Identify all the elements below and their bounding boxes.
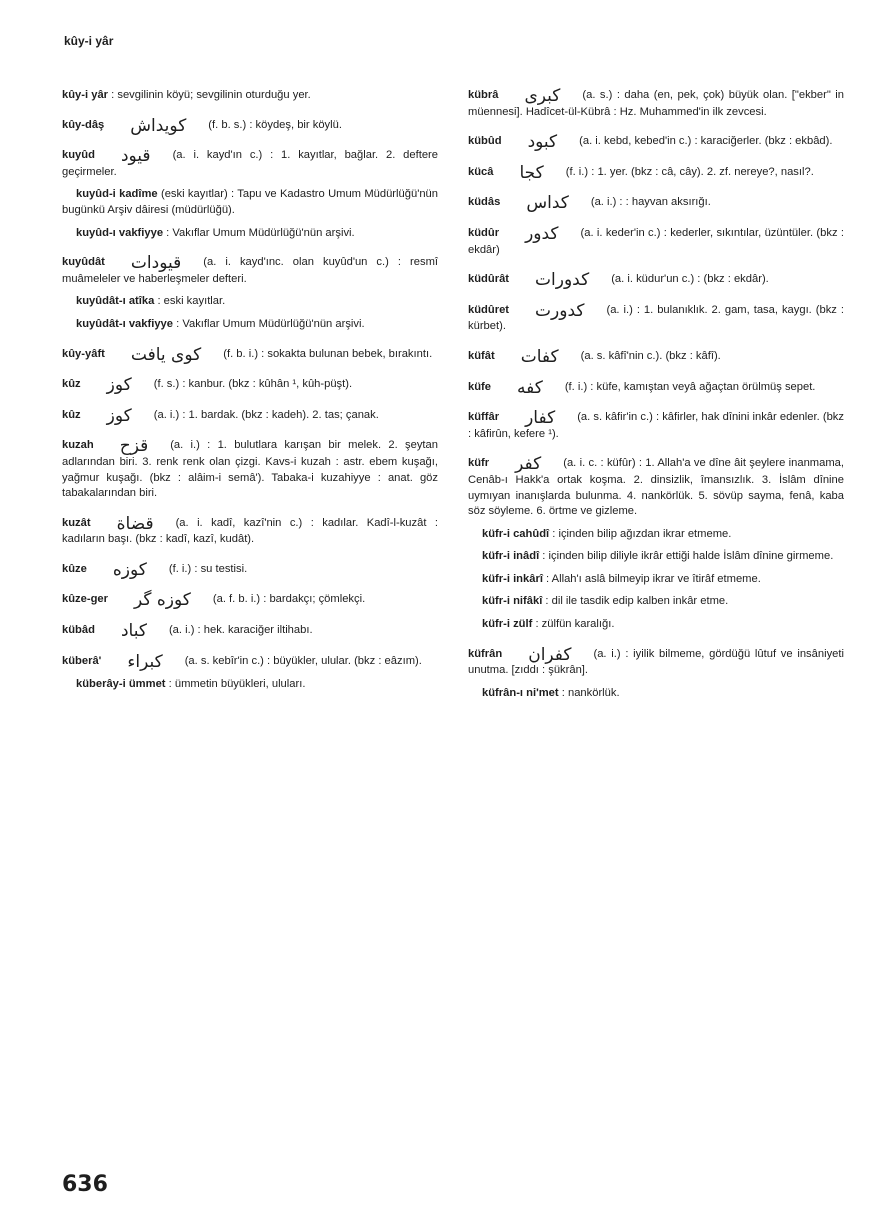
dictionary-entry <box>468 346 844 367</box>
dictionary-entry <box>62 677 438 693</box>
entry-arabic-script: قیودات <box>130 253 182 274</box>
entry-definition: (a. i.) : iyilik bilmeme, gördüğü lûtuf ve insâniyeti unutma. [zıddı : şükrân]. <box>468 647 844 677</box>
entry-headword: kûy-dâş <box>62 118 105 131</box>
entry-headword: kübâd <box>62 624 95 637</box>
dictionary-entry <box>468 223 844 258</box>
dictionary-entry <box>62 187 438 218</box>
entry-definition: (a. i. kayd'ın c.) : 1. kayıtlar, bağlar. 2. deftere geçirmeler. <box>62 149 438 178</box>
entry-headword: küfr <box>468 457 490 470</box>
dictionary-entry <box>468 686 844 702</box>
dictionary-entry <box>62 513 438 548</box>
entry-arabic-script: کباد <box>120 621 147 642</box>
dictionary-entry <box>62 438 438 501</box>
entry-headword: küdûrât <box>468 273 510 286</box>
entry-headword: kûy-i yâr <box>62 89 109 101</box>
dictionary-entry <box>468 572 844 588</box>
entry-headword: kuyûdât-ı atîka <box>76 295 155 308</box>
left-column <box>62 88 438 707</box>
entry-headword: kübûd <box>468 135 502 148</box>
dictionary-entry <box>468 195 844 212</box>
entry-definition: (f. s.) : kanbur. (bkz : kûhân ¹, kûh-püşt). <box>153 378 353 391</box>
entry-headword: küfr-i zülf <box>482 618 533 631</box>
entry-headword: kübrâ <box>468 89 499 101</box>
entry-headword: küffâr <box>468 411 500 424</box>
entry-definition: (a. s.) : daha (en, pek, çok) büyük olan. ["ekber" in müennesi]. Hadîcet-ül-Kübrâ : Hz. Muhammed'in ilk zevcesi. <box>468 89 844 118</box>
entry-headword: kûze-ger <box>62 593 109 606</box>
right-column <box>468 88 844 715</box>
entry-definition: (eski kayıtlar) : Tapu ve Kadastro Umum Müdürlüğü'nün bugünkü Arşiv dâiresi (müdürlüğü). <box>62 188 438 216</box>
entry-arabic-script: کفران <box>528 644 572 665</box>
entry-definition: (a. i.) : : hayvan aksırığı. <box>590 196 711 209</box>
running-header: kûy-i yâr <box>64 34 114 48</box>
entry-definition: : eski kayıtlar. <box>157 295 226 308</box>
dictionary-entry <box>62 148 438 180</box>
entry-arabic-script: کوزه گر <box>134 590 191 611</box>
entry-definition: : sevgilinin köyü; sevgilinin oturduğu yer. <box>111 89 311 101</box>
entry-arabic-script: کدور <box>525 223 559 244</box>
entry-headword: kûz <box>62 378 81 391</box>
entry-definition: : Vakıflar Umum Müdürlüğü'nün arşivi. <box>176 317 365 330</box>
entry-definition: : içinden bilip ağızdan ikrar etmeme. <box>552 527 732 540</box>
entry-headword: kûy-yâft <box>62 347 105 360</box>
entry-headword: küfrân <box>468 647 503 660</box>
entry-definition: (a. i. kayd'ınc. olan kuyûd'un c.) : resmî muâmeleler ve haberleşmeler defteri. <box>62 256 438 285</box>
entry-definition: (a. i.) : 1. bulutlara karışan bir melek. 2. şeytan adlarından biri. 3. renk renk olan çizgi. Kavs-i kuzah : astr. ebem kuşağı, yağmur kuşağı. (bkz : alâim-i semâ'). Tabaka-i kuzahiyye : anat. göz tabakalarından biri. <box>62 439 438 500</box>
entry-definition: (a. i. keder'in c.) : kederler, sıkıntılar, üzüntüler. (bkz : ekdâr) <box>468 226 844 256</box>
dictionary-entry <box>62 226 438 242</box>
entry-headword: küberây-i ümmet <box>76 678 166 691</box>
entry-headword: küdûr <box>468 226 500 239</box>
entry-definition: (a. i. c. : küfûr) : 1. Allah'a ve dîne âit şeylere inanmama, Cenâb-ı Hakk'a ortak koşma. 2. dinsizlik, îmansızlık. 3. İslâm dînine uymıyan inanışlarda bulunma. 4. nankörlük. 5. sövüp sayma, fenâ, kaba söz söyleme. 6. örtme ve gizleme. <box>468 457 844 518</box>
dictionary-entry <box>468 594 844 610</box>
dictionary-entry <box>468 527 844 543</box>
entry-definition: : Allah'ı aslâ bilmeyip ikrar ve îtirâf etmeme. <box>546 572 761 585</box>
entry-headword: kûz <box>62 408 81 421</box>
entry-headword: küfrân-ı ni'met <box>482 686 559 699</box>
entry-arabic-script: کوز <box>106 405 132 426</box>
entry-definition: (a. f. b. i.) : bardakçı; çömlekçi. <box>212 593 366 606</box>
dictionary-entry <box>62 405 438 426</box>
entry-definition: (f. b. s.) : köydeş, bir köylü. <box>208 118 342 131</box>
entry-headword: küfr-i cahûdî <box>482 527 550 540</box>
entry-arabic-script: قیود <box>120 146 151 167</box>
entry-definition: (a. i. kebd, kebed'in c.) : karaciğerler. (bkz : ekbâd). <box>579 135 833 148</box>
entry-arabic-script: کبود <box>527 132 558 153</box>
entry-arabic-script: کبراء <box>127 651 163 672</box>
dictionary-entry <box>468 644 844 679</box>
dictionary-entry <box>468 162 844 183</box>
dictionary-entry <box>62 317 438 333</box>
dictionary-entry <box>62 115 438 136</box>
entry-definition: (f. i.) : 1. yer. (bkz : câ, cây). 2. zf. nereye?, nasıl?. <box>565 165 814 178</box>
entry-arabic-script: کدورت <box>535 300 585 321</box>
entry-headword: küdâs <box>468 196 501 209</box>
entry-arabic-script: قضاة <box>116 513 154 534</box>
entry-headword: küfât <box>468 349 495 362</box>
entry-definition: : içinden bilip diliyle ikrâr ettiği halde İslâm dînine girmeme. <box>542 550 834 563</box>
dictionary-entry <box>468 549 844 565</box>
dictionary-entry <box>468 456 844 519</box>
dictionary-entry <box>468 410 844 442</box>
entry-arabic-script: کوی یافت <box>130 344 202 365</box>
entry-definition: : ümmetin büyükleri, uluları. <box>168 678 306 691</box>
entry-headword: küfr-i inâdî <box>482 550 540 563</box>
entry-arabic-script: کفر <box>515 454 542 475</box>
entry-headword: kuzah <box>62 439 94 452</box>
entry-definition: (a. i.) : hek. karaciğer iltihabı. <box>168 624 313 637</box>
dictionary-entry <box>62 623 438 640</box>
entry-headword: küfr-i inkârî <box>482 572 543 585</box>
entry-headword: kuyûdât-ı vakfiyye <box>76 317 174 330</box>
entry-headword: küberâ' <box>62 654 102 667</box>
entry-headword: küfr-i nifâkî <box>482 595 543 608</box>
dictionary-entry <box>468 617 844 633</box>
dictionary-entry <box>468 272 844 289</box>
entry-definition: : nankörlük. <box>561 686 620 699</box>
entry-definition: : Vakıflar Umum Müdürlüğü'nün arşivi. <box>166 226 355 239</box>
entry-definition: (a. i.) : 1. bardak. (bkz : kadeh). 2. tas; çanak. <box>153 408 379 421</box>
dictionary-entry <box>62 255 438 287</box>
entry-arabic-script: کفات <box>520 346 559 367</box>
entry-arabic-script: کدورات <box>535 270 590 291</box>
dictionary-entry <box>468 300 844 335</box>
dictionary-entry <box>468 134 844 151</box>
entry-definition: (a. s. kâfî'nin c.). (bkz : kâfî). <box>580 349 721 362</box>
dictionary-entry <box>62 344 438 365</box>
entry-definition: (a. i. kadî, kazî'nin c.) : kadılar. Kadî-l-kuzât : kadıların başı. (bkz : kadî, kazî, kudât). <box>62 516 438 546</box>
entry-headword: küfe <box>468 380 492 393</box>
dictionary-entry <box>62 651 438 672</box>
entry-definition: (f. i.) : su testisi. <box>168 562 248 575</box>
entry-headword: kücâ <box>468 165 494 178</box>
entry-definition: : dil ile tasdik edip kalben inkâr etme. <box>545 595 729 608</box>
entry-headword: kuyûd-i kadîme <box>76 188 158 201</box>
entry-arabic-script: کفار <box>525 408 556 429</box>
entry-headword: kuyûd-ı vakfiyye <box>76 226 164 239</box>
entry-arabic-script: کبری <box>524 86 561 106</box>
entry-definition: (f. b. i.) : sokakta bulunan bebek, bırakıntı. <box>223 347 433 360</box>
entry-definition: (a. s. kâfir'in c.) : kâfirler, hak dînini inkâr edenler. (bkz : kâfirûn, kefere ¹). <box>468 411 844 440</box>
entry-headword: kuyûd <box>62 149 95 162</box>
entry-arabic-script: کفه <box>517 377 543 398</box>
dictionary-entry <box>62 592 438 609</box>
entry-arabic-script: کویداش <box>130 115 187 136</box>
entry-arabic-script: قزح <box>119 436 149 457</box>
entry-arabic-script: کداس <box>526 193 569 214</box>
entry-definition: : zülfün karalığı. <box>535 618 615 631</box>
dictionary-entry <box>62 377 438 394</box>
dictionary-entry <box>62 88 438 104</box>
entry-definition: (a. i. küdur'un c.) : (bkz : ekdâr). <box>611 273 769 286</box>
entry-headword: kûze <box>62 562 87 575</box>
entry-arabic-script: کجا <box>519 162 544 183</box>
page-number: 636 <box>62 1172 108 1197</box>
entry-headword: kuyûdât <box>62 256 105 269</box>
entry-definition: (f. i.) : küfe, kamıştan veyâ ağaçtan örülmüş sepet. <box>564 380 816 393</box>
entry-arabic-script: کوزه <box>112 559 147 580</box>
entry-arabic-script: کوز <box>106 375 132 396</box>
dictionary-entry <box>468 377 844 398</box>
entry-headword: küdûret <box>468 303 510 316</box>
entry-headword: kuzât <box>62 516 91 529</box>
dictionary-entry <box>62 559 438 580</box>
dictionary-entry <box>62 294 438 310</box>
entry-definition: (a. s. kebîr'in c.) : büyükler, ulular. (bkz : eâzım). <box>184 654 422 667</box>
entry-definition: (a. i.) : 1. bulanıklık. 2. gam, tasa, kaygı. (bkz : kürbet). <box>468 303 844 333</box>
dictionary-entry <box>468 88 844 120</box>
